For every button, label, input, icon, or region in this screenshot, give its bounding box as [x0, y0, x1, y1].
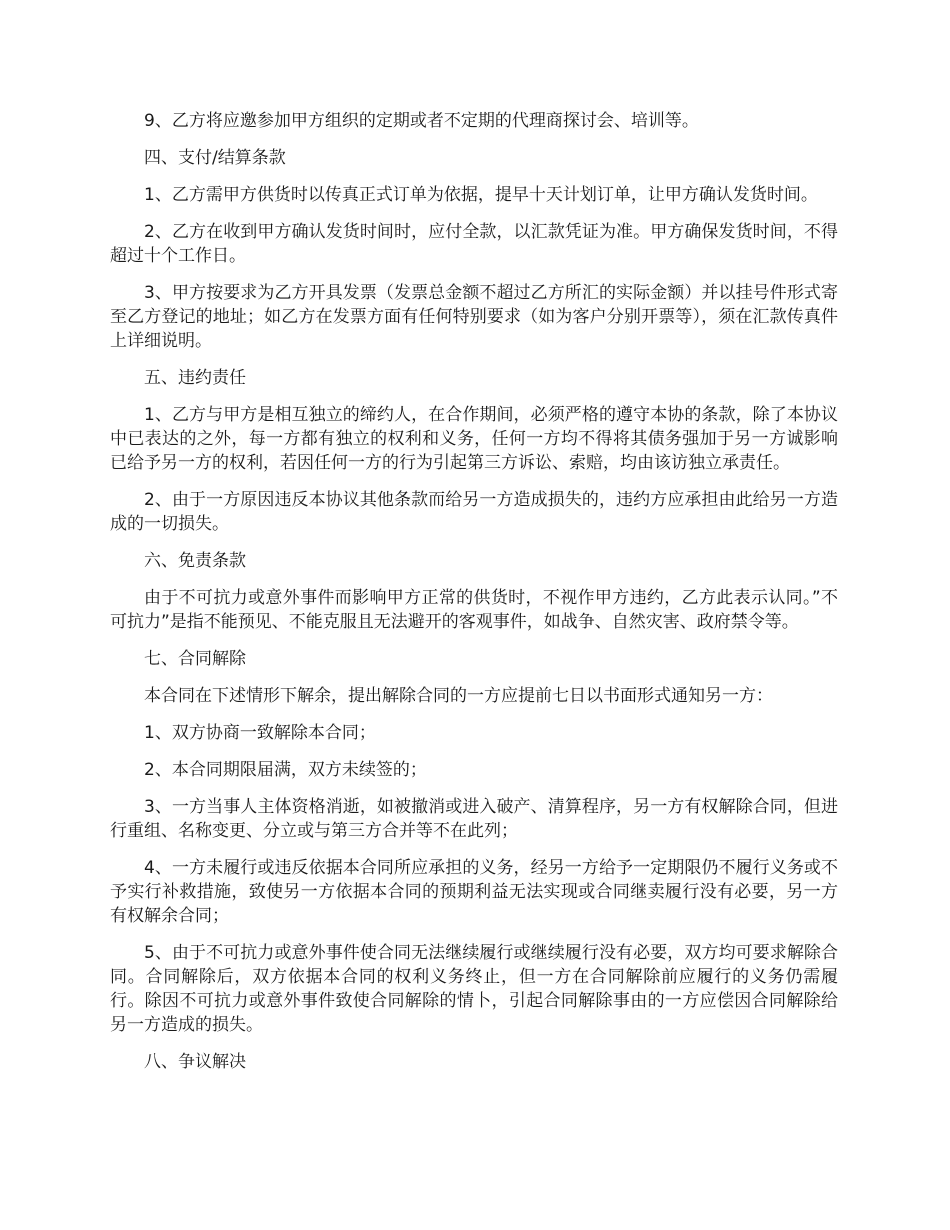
section-heading-payment: 四、支付/结算条款 [144, 148, 286, 168]
clause-7-intro: 本合同在下述情形下解余，提出解除合同的一方应提前七日以书面形式通知另一方： [144, 686, 773, 706]
clause-7-1: 1、双方协商一致解除本合同； [144, 723, 376, 743]
clause-7-3: 3、一方当事人主体资格消逝，如被撤消或进入破产、清算程序，另一方有权解除合同，但进行重组、名称变更、分立或与第三方合并等不在此列； [110, 797, 838, 841]
clause-5-2: 2、由于一方原因违反本协议其他条款而给另一方造成损失的，违约方应承担由此给另一方造成的一切损失。 [110, 490, 838, 534]
section-heading-exemption: 六、免责条款 [144, 551, 246, 571]
document-body [110, 109, 838, 1087]
section-heading-termination: 七、合同解除 [144, 649, 246, 669]
clause-3-9: 9、乙方将应邀参加甲方组织的定期或者不定期的代理商探讨会、培训等。 [144, 111, 699, 131]
clause-5-1: 1、乙方与甲方是相互独立的缔约人，在合作期间，必须严格的遵守本协的条款，除了本协议中已表达的之外，每一方都有独立的权利和义务，任何一方均不得将其债务强加于另一方诚影响已给予另一方的权利，若因任何一方的行为引起第三方诉讼、索赔，均由该访独立承责任。 [110, 405, 838, 473]
clause-4-3: 3、甲方按要求为乙方开具发票（发票总金额不超过乙方所汇的实际金额）并以挂号件形式寄至乙方登记的地址；如乙方在发票方面有任何特别要求（如为客户分别开票等），须在汇款传真件上详细说明。 [110, 283, 838, 351]
clause-4-2: 2、乙方在收到甲方确认发货时间时，应付全款，以汇款凭证为准。甲方确保发货时间，不得超过十个工作日。 [110, 222, 838, 266]
clause-6-body: 由于不可抗力或意外事件而影响甲方正常的供货时，不视作甲方违约，乙方此表示认同。”不可抗力”是指不能预见、不能克服且无法避开的客观事件，如战争、自然灾害、政府禁令等。 [110, 588, 838, 632]
clause-7-2: 2、本合同期限届满，双方未续签的； [144, 760, 427, 780]
clause-4-1: 1、乙方需甲方供货时以传真正式订单为依据，提早十天计划订单，让甲方确认发货时间。 [144, 185, 818, 205]
clause-7-4: 4、一方未履行或违反依据本合同所应承担的义务，经另一方给予一定期限仍不履行义务或不予实行补救措施，致使另一方依据本合同的预期利益无法实现或合同继卖履行没有必要，另一方有权解余合同； [110, 858, 838, 926]
section-heading-dispute: 八、争议解决 [144, 1052, 246, 1072]
clause-7-5: 5、由于不可抗力或意外事件使合同无法继续履行或继续履行没有必要，双方均可要求解除合同。合同解除后，双方依据本合同的权利义务终止，但一方在合同解除前应履行的义务仍需履行。除因不可抗力或意外事件致使合同解除的情卜，引起合同解除事由的一方应偿因合同解除给另一方造成的损失。 [110, 943, 838, 1035]
section-heading-liability: 五、违约责任 [144, 368, 246, 388]
